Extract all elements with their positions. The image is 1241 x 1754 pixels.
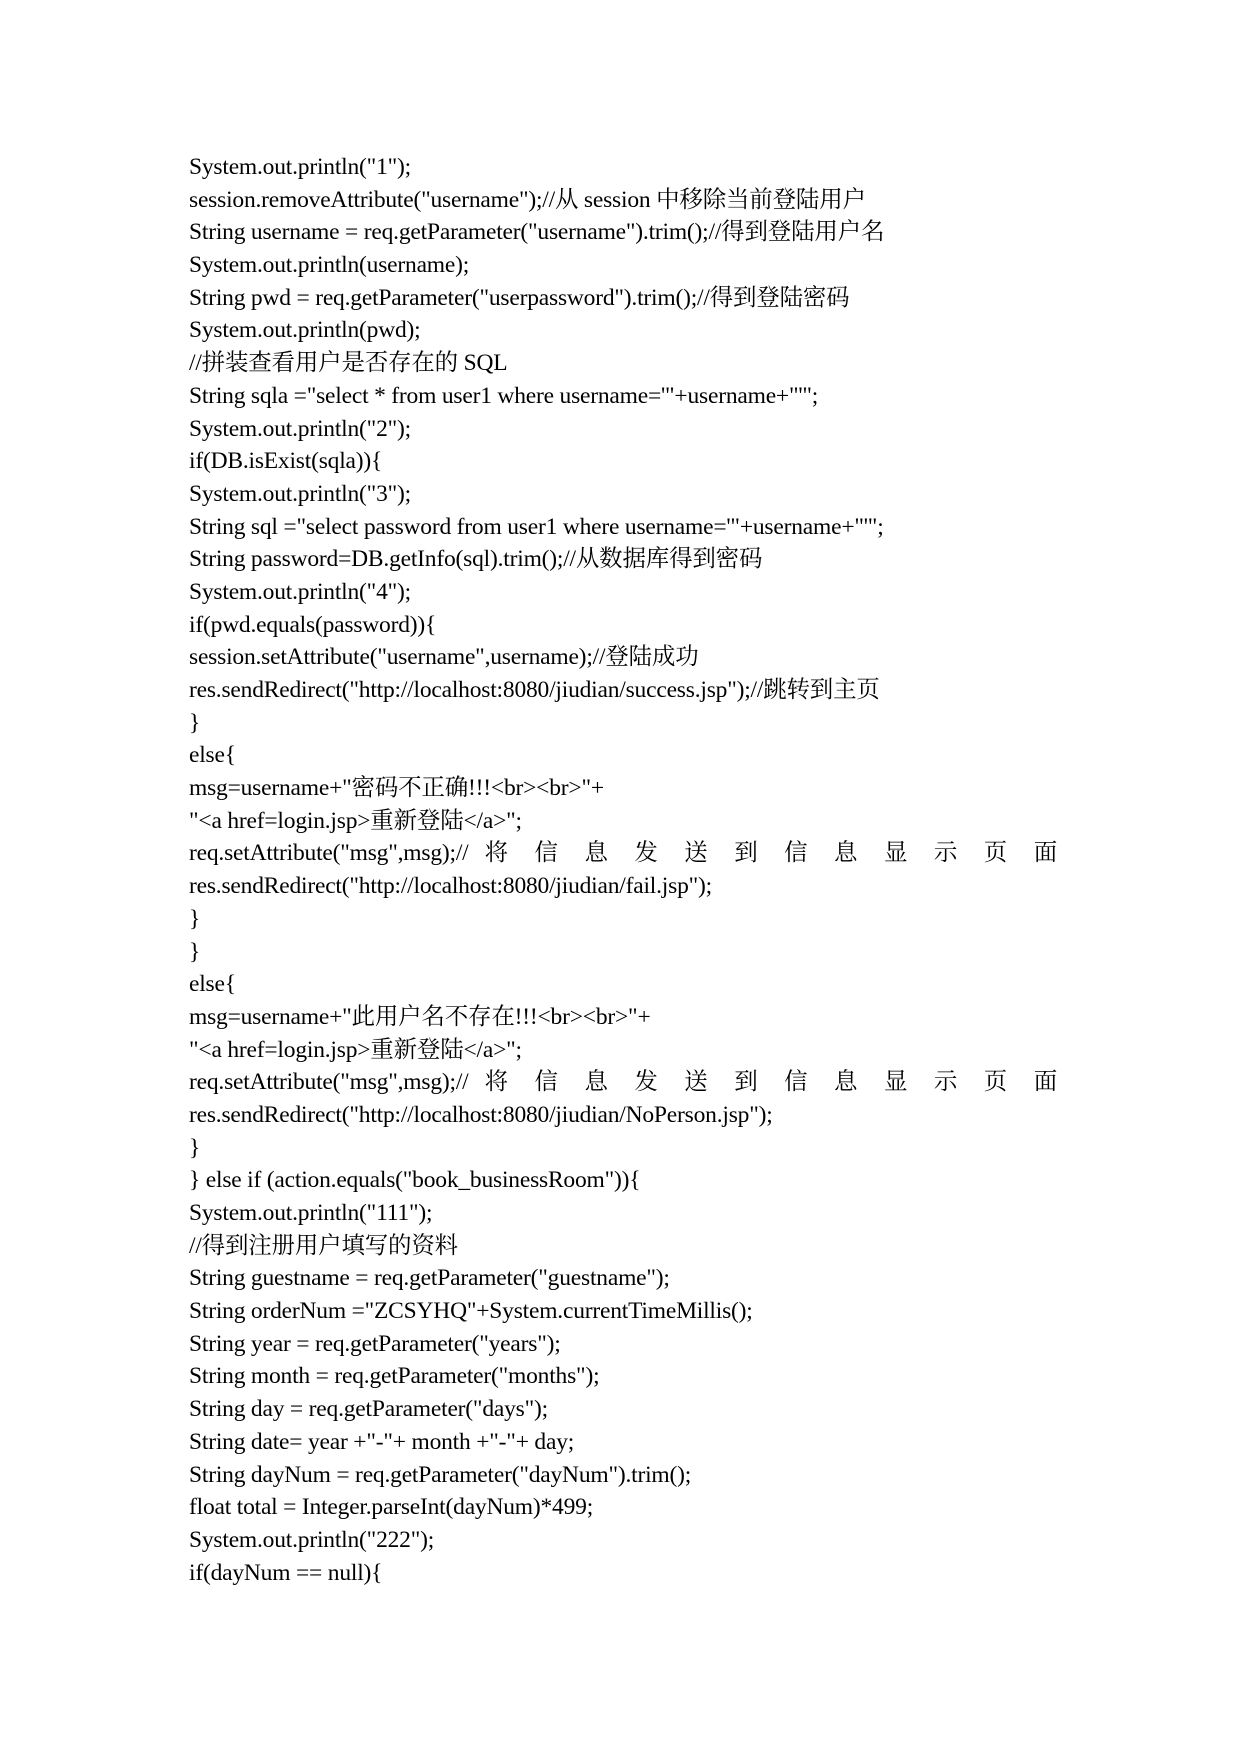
code-line: System.out.println("4"); — [189, 578, 411, 605]
code-line: String day = req.getParameter("days"); — [189, 1396, 548, 1423]
code-listing — [189, 151, 1069, 1589]
code-line: String year = req.getParameter("years"); — [189, 1330, 561, 1357]
code-line: System.out.println("3"); — [189, 480, 411, 507]
code-line: System.out.println("2"); — [189, 415, 411, 442]
code-line: else{ — [189, 742, 236, 769]
code-line: String guestname = req.getParameter("guestname"); — [189, 1265, 670, 1292]
code-line: //拼装查看用户是否存在的 SQL — [189, 350, 508, 377]
code-line: req.setAttribute("msg",msg);// 将 信 息 发 送 到 信 息 显 示 页 面 — [189, 1069, 1057, 1096]
code-line: res.sendRedirect("http://localhost:8080/jiudian/success.jsp");//跳转到主页 — [189, 677, 880, 703]
code-line: if(DB.isExist(sqla)){ — [189, 448, 383, 475]
code-line: } — [189, 709, 201, 736]
code-line: String sqla ="select * from user1 where username='"+username+"'"; — [189, 382, 819, 409]
code-line: String month = req.getParameter("months"); — [189, 1363, 600, 1390]
code-line: float total = Integer.parseInt(dayNum)*499; — [189, 1494, 594, 1521]
code-line: System.out.println("222"); — [189, 1526, 435, 1553]
code-line: System.out.println(pwd); — [189, 317, 421, 344]
code-line: msg=username+"此用户名不存在!!!<br><br>"+ — [189, 1003, 651, 1030]
code-line: } — [189, 905, 201, 932]
code-line: System.out.println("111"); — [189, 1200, 433, 1226]
code-line: String date= year +"-"+ month +"-"+ day; — [189, 1428, 575, 1455]
code-line: session.setAttribute("username",username);//登陆成功 — [189, 644, 699, 671]
code-line: String dayNum = req.getParameter("dayNum").trim(); — [189, 1461, 692, 1488]
code-line: } — [189, 1134, 201, 1161]
code-line: req.setAttribute("msg",msg);// 将 信 息 发 送 到 信 息 显 示 页 面 — [189, 840, 1057, 867]
code-line: String username = req.getParameter("username").trim();//得到登陆用户名 — [189, 219, 885, 246]
code-line: String pwd = req.getParameter("userpassword").trim();//得到登陆密码 — [189, 284, 850, 311]
code-line: if(pwd.equals(password)){ — [189, 611, 437, 638]
code-line: if(dayNum == null){ — [189, 1559, 383, 1586]
code-line: res.sendRedirect("http://localhost:8080/jiudian/NoPerson.jsp"); — [189, 1101, 773, 1128]
code-line: String orderNum ="ZCSYHQ"+System.currentTimeMillis(); — [189, 1298, 753, 1325]
code-line: "<a href=login.jsp>重新登陆</a>"; — [189, 807, 522, 834]
code-line: System.out.println("1"); — [189, 154, 411, 180]
code-line: //得到注册用户填写的资料 — [189, 1232, 458, 1259]
code-line: res.sendRedirect("http://localhost:8080/jiudian/fail.jsp"); — [189, 873, 712, 900]
code-line: System.out.println(username); — [189, 252, 470, 279]
code-line: String sql ="select password from user1 where username='"+username+"'"; — [189, 513, 884, 540]
code-line: } — [189, 938, 201, 965]
code-line: else{ — [189, 971, 236, 998]
code-line: msg=username+"密码不正确!!!<br><br>"+ — [189, 775, 604, 802]
code-line: session.removeAttribute("username");//从 session 中移除当前登陆用户 — [189, 186, 866, 213]
code-line: "<a href=login.jsp>重新登陆</a>"; — [189, 1036, 522, 1063]
code-line: } else if (action.equals("book_businessRoom")){ — [189, 1167, 641, 1194]
code-line: String password=DB.getInfo(sql).trim();//从数据库得到密码 — [189, 546, 763, 573]
